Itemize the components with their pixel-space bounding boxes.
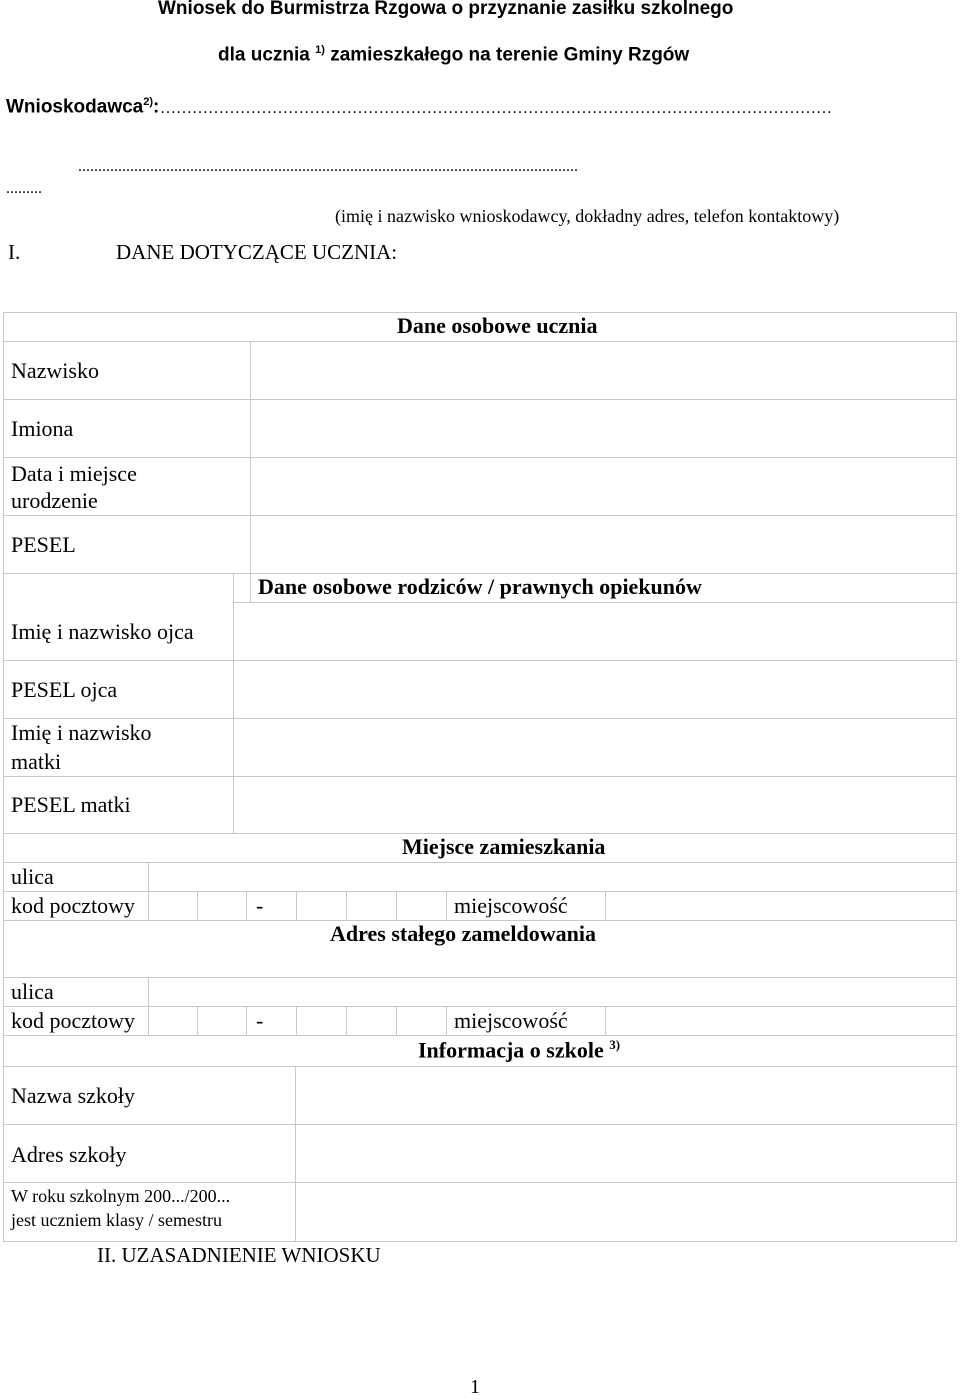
applicant-label [6, 96, 159, 118]
residence-street-input[interactable] [148, 862, 957, 892]
applicant-label-text: Wnioskodawca [6, 96, 144, 118]
residence-city-input[interactable] [605, 891, 957, 921]
footnote-ref-3: 3) [609, 1037, 621, 1052]
registration-street-label: ulica [11, 979, 54, 1004]
residence-postal-digit-1[interactable] [148, 891, 198, 921]
applicant-dots-line1[interactable]: ……………………………………………………………………………………………………………… [160, 100, 832, 117]
school-name-label: Nazwa szkoły [11, 1083, 136, 1108]
form-title: Wniosek do Burmistrza Rzgowa o przyznanie zasiłku szkolnego [158, 0, 734, 19]
school-year-input[interactable] [295, 1182, 957, 1242]
residence-postal-digit-5[interactable] [396, 891, 447, 921]
residence-postal-digit-4[interactable] [346, 891, 397, 921]
registration-postal-dash-cell [246, 1006, 297, 1036]
surname-input[interactable] [250, 341, 957, 400]
applicant-hint: (imię i nazwisko wnioskodawcy, dokładny adres, telefon kontaktowy) [335, 206, 840, 226]
mother-name-input[interactable] [233, 718, 957, 777]
mother-name-label-line1: Imię i nazwisko [11, 720, 152, 745]
father-name-label-cell [3, 573, 234, 661]
residence-postal-label: kod pocztowy [11, 893, 136, 918]
registration-city-label: miejscowość [454, 1008, 568, 1033]
registration-postal-label: kod pocztowy [11, 1008, 136, 1033]
subtitle-text: dla ucznia [218, 44, 316, 66]
student-heading: Dane osobowe ucznia [397, 313, 598, 338]
registration-postal-digit-4[interactable] [346, 1006, 397, 1036]
registration-postal-digit-2[interactable] [197, 1006, 247, 1036]
registration-postal-digit-1[interactable] [148, 1006, 198, 1036]
birth-label-line1: Data i miejsce [11, 461, 137, 486]
pesel-label: PESEL [11, 532, 76, 557]
mother-name-label-line2: matki [11, 749, 62, 774]
names-input[interactable] [250, 399, 957, 458]
residence-postal-digit-2[interactable] [197, 891, 247, 921]
residence-city-label: miejscowość [454, 893, 568, 918]
registration-postal-dash: - [256, 1008, 264, 1033]
parents-heading: Dane osobowe rodziców / prawnych opiekunów [258, 574, 702, 599]
section1-title: DANE DOTYCZĄCE UCZNIA: [116, 240, 398, 264]
school-heading [418, 1037, 620, 1063]
footnote-ref-2: 2) [143, 96, 154, 108]
applicant-colon: : [153, 96, 160, 118]
registration-heading: Adres stałego zameldowania [330, 921, 597, 946]
school-address-input[interactable] [295, 1124, 957, 1183]
registration-city-input[interactable] [605, 1006, 957, 1036]
section2-title: II. UZASADNIENIE WNIOSKU [97, 1243, 381, 1267]
school-name-input[interactable] [295, 1066, 957, 1125]
applicant-dots-line2[interactable]: ............................................................................................................................. [78, 158, 578, 175]
school-address-label: Adres szkoły [11, 1142, 127, 1167]
mother-pesel-label: PESEL matki [11, 792, 131, 817]
section1-number: I. [8, 240, 21, 264]
registration-postal-digit-5[interactable] [396, 1006, 447, 1036]
form-subtitle [218, 44, 689, 66]
father-pesel-input[interactable] [233, 660, 957, 719]
residence-postal-digit-3[interactable] [296, 891, 347, 921]
registration-postal-digit-3[interactable] [296, 1006, 347, 1036]
father-name-label: Imię i nazwisko ojca [11, 619, 194, 644]
footnote-ref-1: 1) [315, 44, 325, 56]
birth-label-line2: urodzenie [11, 488, 98, 513]
registration-street-input[interactable] [148, 977, 957, 1007]
names-label: Imiona [11, 416, 74, 441]
residence-postal-dash-cell [246, 891, 297, 921]
surname-label: Nazwisko [11, 358, 99, 383]
mother-pesel-input[interactable] [233, 776, 957, 834]
residence-postal-dash: - [256, 893, 264, 918]
school-year-label-line1: W roku szkolnym 200.../200... [11, 1186, 231, 1206]
father-name-input[interactable] [233, 602, 957, 661]
page-number: 1 [470, 1376, 480, 1398]
school-heading-text: Informacja o szkole [418, 1037, 604, 1063]
father-pesel-label: PESEL ojca [11, 677, 118, 702]
school-year-label-line2: jest uczniem klasy / semestru [11, 1210, 222, 1230]
residence-heading: Miejsce zamieszkania [402, 834, 606, 859]
birth-input[interactable] [250, 457, 957, 516]
applicant-dots-prefix: ......... [6, 180, 42, 197]
subtitle-text-rest: zamieszkałego na terenie Gminy Rzgów [324, 44, 690, 66]
pesel-input[interactable] [250, 515, 957, 574]
residence-street-label: ulica [11, 864, 54, 889]
